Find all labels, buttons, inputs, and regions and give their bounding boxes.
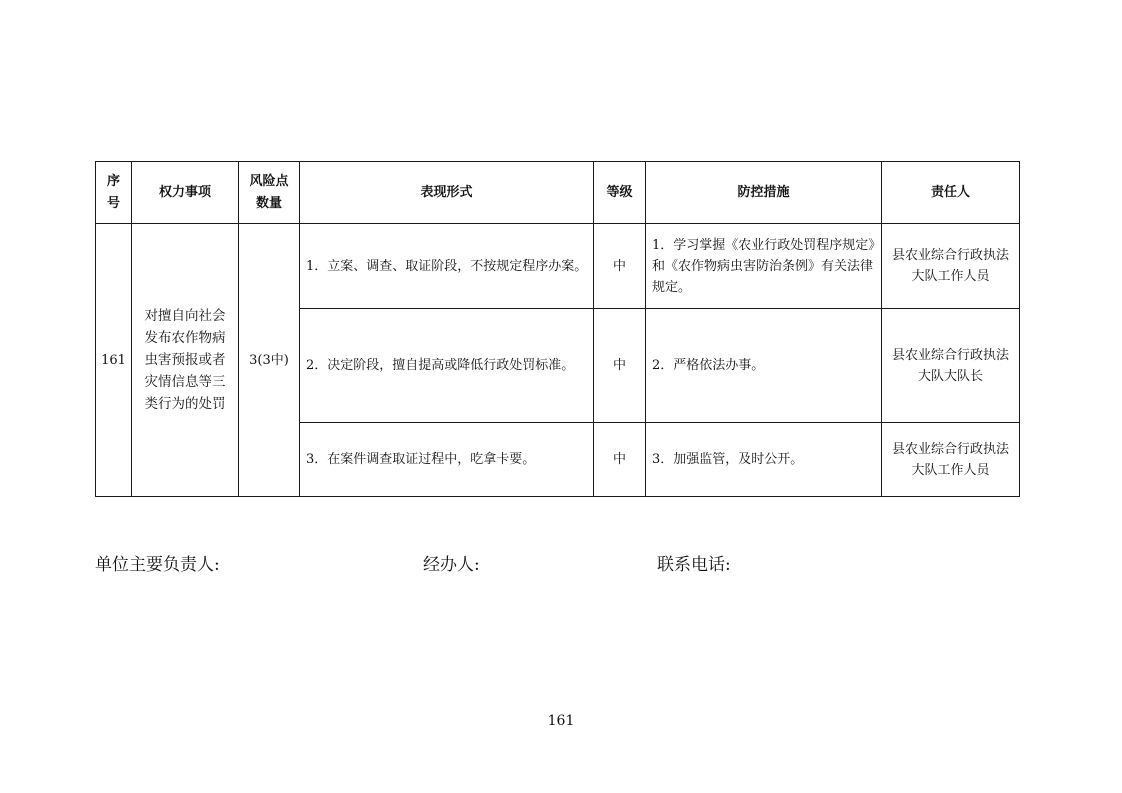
responsible-cell: 县农业综合行政执法大队大队长 <box>882 309 1020 423</box>
header-risk-count <box>239 162 300 224</box>
seq-cell: 161 <box>96 224 132 497</box>
risk-table <box>95 161 1020 497</box>
header-power: 权力事项 <box>132 162 239 224</box>
header-seq-line2: 号 <box>106 195 120 211</box>
measure-cell: 2．严格依法办事。 <box>646 309 882 423</box>
risk-count-cell: 3(3中) <box>239 224 300 497</box>
form-cell: 2．决定阶段，擅自提高或降低行政处罚标准。 <box>300 309 594 423</box>
header-form: 表现形式 <box>300 162 594 224</box>
form-cell: 1．立案、调查、取证阶段，不按规定程序办案。 <box>300 224 594 309</box>
header-measures: 防控措施 <box>646 162 882 224</box>
measure-cell: 3．加强监管，及时公开。 <box>646 423 882 497</box>
handler-label: 经办人: <box>423 555 480 575</box>
table-row <box>96 224 1020 309</box>
header-risk-count-line2: 数量 <box>255 195 282 211</box>
responsible-cell: 县农业综合行政执法大队工作人员 <box>882 224 1020 309</box>
form-cell: 3．在案件调查取证过程中，吃拿卡要。 <box>300 423 594 497</box>
measure-cell: 1．学习掌握《农业行政处罚程序规定》和《农作物病虫害防治条例》有关法律规定。 <box>646 224 882 309</box>
responsible-cell: 县农业综合行政执法大队工作人员 <box>882 423 1020 497</box>
unit-head-label: 单位主要负责人: <box>95 555 220 575</box>
power-item-cell: 对擅自向社会发布农作物病虫害预报或者灾情信息等三类行为的处罚 <box>132 224 239 497</box>
page-number: 161 <box>547 713 575 729</box>
header-responsible: 责任人 <box>882 162 1020 224</box>
header-seq <box>96 162 132 224</box>
level-cell: 中 <box>594 309 646 423</box>
phone-label: 联系电话: <box>657 555 731 575</box>
level-cell: 中 <box>594 423 646 497</box>
header-level: 等级 <box>594 162 646 224</box>
level-cell: 中 <box>594 224 646 309</box>
header-seq-line1: 序 <box>106 173 120 189</box>
header-row <box>96 162 1020 224</box>
header-risk-count-line1: 风险点 <box>249 173 289 189</box>
